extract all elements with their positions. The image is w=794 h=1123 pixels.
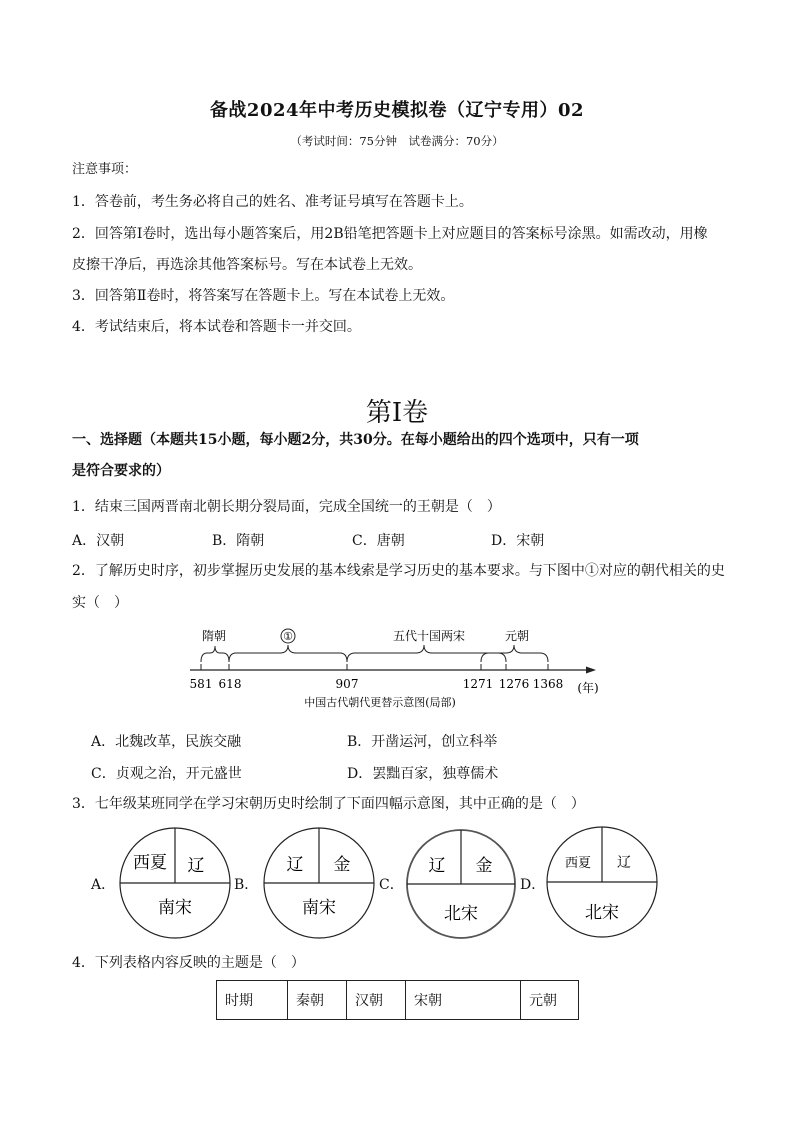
table-row <box>217 981 579 1020</box>
option-c: C． <box>379 877 404 893</box>
table-cell: 宋朝 <box>406 981 521 1020</box>
note-item: 4．考试结束后，将本试卷和答题卡一并交回。 <box>72 319 361 335</box>
region-label: 北宋 <box>444 904 478 924</box>
figure-caption: 中国古代朝代更替示意图(局部) <box>304 696 456 709</box>
wheel-diagram-c <box>405 828 517 940</box>
wheel-diagram-b <box>262 826 376 940</box>
brace-song <box>347 645 506 662</box>
region-label: 金 <box>475 856 493 876</box>
option-a: A． <box>91 877 116 893</box>
label-circle1: ① <box>283 630 293 643</box>
label-wudai: 五代十国两宋 <box>392 629 466 643</box>
brace-sui <box>201 646 229 662</box>
label-yuan: 元朝 <box>504 629 530 643</box>
region-label: 辽 <box>286 855 304 875</box>
year-label: 907 <box>335 677 359 691</box>
region-label: 辽 <box>428 856 446 876</box>
note-item: 皮擦干净后，再选涂其他答案标号。写在本试卷上无效。 <box>72 257 422 273</box>
part-heading: 一、选择题（本题共15小题，每小题2分，共30分。在每小题给出的四个选项中，只有一项 <box>72 432 639 448</box>
table-cell: 汉朝 <box>347 981 406 1020</box>
year-label: 1271 <box>462 677 494 691</box>
option-a: A．汉朝 <box>72 533 125 549</box>
table-cell: 时期 <box>217 981 288 1020</box>
question-stem: 4．下列表格内容反映的主题是（ ） <box>72 955 305 971</box>
option-b: B．开凿运河，创立科举 <box>347 734 498 750</box>
wheel-diagram-a <box>118 826 232 940</box>
note-item: 3．回答第Ⅱ卷时，将答案写在答题卡上。写在本试卷上无效。 <box>72 288 455 304</box>
wheel-diagram-d <box>545 825 659 939</box>
question-stem: 实（ ） <box>72 595 128 611</box>
question-stem: 2．了解历史时序，初步掌握历史发展的基本线索是学习历史的基本要求。与下图中①对应的朝代相关的史 <box>72 563 725 579</box>
timeline-figure <box>180 622 620 714</box>
year-label: 1276 <box>498 677 530 691</box>
year-label: 581 <box>189 677 213 691</box>
option-b: B． <box>234 877 259 893</box>
option-d: D．罢黜百家，独尊儒术 <box>347 766 499 782</box>
region-label: 南宋 <box>158 898 192 918</box>
region-label: 西夏 <box>133 853 167 873</box>
unit-label: (年) <box>577 681 599 695</box>
table-cell: 秦朝 <box>288 981 347 1020</box>
option-c: C．贞观之治，开元盛世 <box>91 766 242 782</box>
q4-table <box>216 980 579 1020</box>
table-cell: 元朝 <box>521 981 579 1020</box>
brace-yuan <box>481 645 548 662</box>
region-label: 辽 <box>617 855 631 871</box>
region-label: 北宋 <box>585 903 619 923</box>
brace-circle1 <box>229 645 347 662</box>
exam-info: （考试时间：75分钟 试卷满分：70分） <box>290 134 504 148</box>
region-label: 辽 <box>187 856 205 876</box>
part-heading: 是符合要求的） <box>72 463 170 479</box>
note-item: 1．答卷前，考生务必将自己的姓名、准考证号填写在答题卡上。 <box>72 194 473 210</box>
notes-heading: 注意事项： <box>72 162 138 177</box>
section-title: 第Ⅰ卷 <box>365 398 429 428</box>
region-label: 南宋 <box>302 898 336 918</box>
year-label: 618 <box>218 677 242 691</box>
region-label: 金 <box>333 855 351 875</box>
page-title: 备战2024年中考历史模拟卷（辽宁专用）02 <box>209 100 585 121</box>
option-c: C．唐朝 <box>352 533 405 549</box>
year-label: 1368 <box>532 677 564 691</box>
option-d: D． <box>520 877 546 893</box>
arrow-icon <box>586 667 596 674</box>
label-sui: 隋朝 <box>201 629 227 643</box>
question-stem: 3．七年级某班同学在学习宋朝历史时绘制了下面四幅示意图，其中正确的是（ ） <box>72 796 585 812</box>
note-item: 2．回答第Ⅰ卷时，选出每小题答案后，用2B铅笔把答题卡上对应题目的答案标号涂黑。如需改动，用橡 <box>72 226 708 242</box>
option-d: D．宋朝 <box>491 533 545 549</box>
option-b: B．隋朝 <box>212 533 265 549</box>
region-label: 西夏 <box>564 856 592 871</box>
question-stem: 1．结束三国两晋南北朝长期分裂局面，完成全国统一的王朝是（ ） <box>72 499 501 515</box>
option-a: A．北魏改革，民族交融 <box>91 734 242 750</box>
